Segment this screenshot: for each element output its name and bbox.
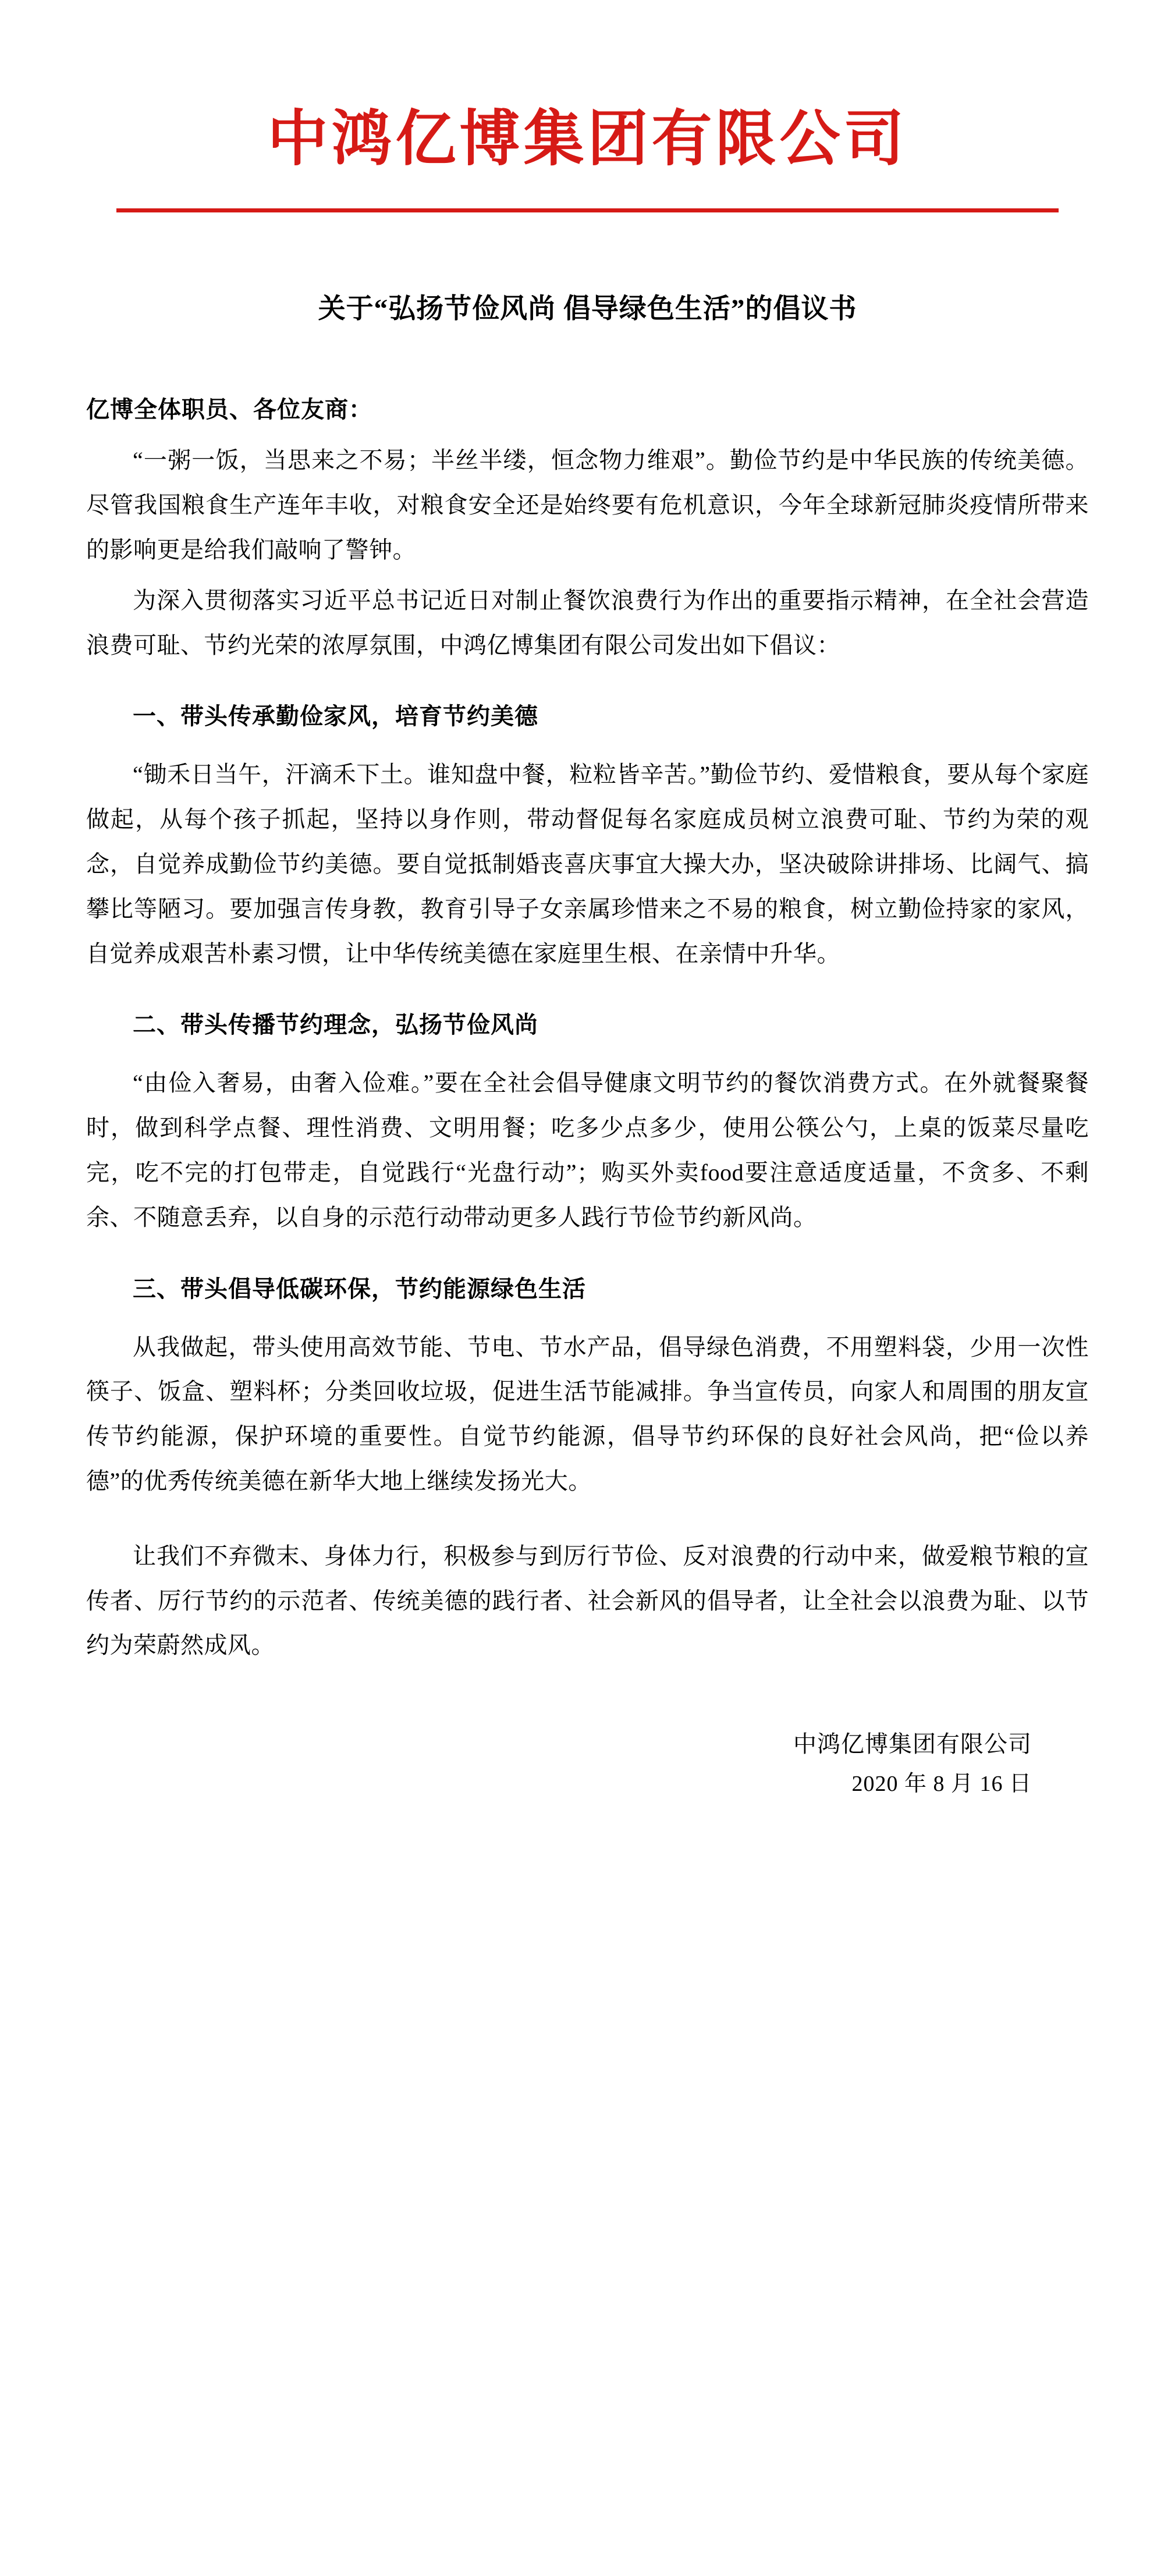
salutation: 亿博全体职员、各位友商： (86, 396, 372, 423)
signature-company: 中鸿亿博集团有限公司 (793, 1731, 1032, 1758)
section-heading-1: 一、带头传承勤俭家风，培育节约美德 (133, 703, 538, 730)
signature-date: 2020 年 8 月 16 日 (851, 1772, 1032, 1797)
section-body-3: 从我做起，带头使用高效节能、节电、节水产品，倡导绿色消费，不用塑料袋，少用一次性筷子、饭盒、塑料杯；分类回收垃圾，促进生活节能减排。争当宣传员，向家人和周围的朋友宣传节约能源，保护环境的重要性。自觉节约能源，倡导节约环保的良好社会风尚，把“俭以养德”的优秀传统美德在新华大地上继续发扬光大。 (86, 1333, 1089, 1494)
signature-block (86, 1724, 1089, 1804)
closing-paragraph: 让我们不弃微末、身体力行，积极参与到厉行节俭、反对浪费的行动中来，做爱粮节粮的宣传者、厉行节约的示范者、传统美德的践行者、社会新风的倡导者，让全社会以浪费为耻、以节约为荣蔚然成风。 (86, 1542, 1089, 1659)
section-body-1: “锄禾日当午，汗滴禾下土。谁知盘中餐，粒粒皆辛苦。”勤俭节约、爱惜粮食，要从每个家庭做起，从每个孩子抓起，坚持以身作则，带动督促每名家庭成员树立浪费可耻、节约为荣的观念，自觉养成勤俭节约美德。要自觉抵制婚丧喜庆事宜大操大办，坚决破除讲排场、比阔气、搞攀比等陋习。要加强言传身教，教育引导子女亲属珍惜来之不易的粮食，树立勤俭持家的家风，自觉养成艰苦朴素习惯，让中华传统美德在家庭里生根、在亲情中升华。 (86, 761, 1089, 967)
section-heading-2: 二、带头传播节约理念，弘扬节俭风尚 (133, 1012, 538, 1038)
letterhead-company-name: 中鸿亿博集团有限公司 (267, 106, 908, 173)
intro-paragraph-1: “一粥一饭，当思来之不易；半丝半缕，恒念物力维艰”。勤俭节约是中华民族的传统美德。尽管我国粮食生产连年丰收，对粮食安全还是始终要有危机意识，今年全球新冠肺炎疫情所带来的影响更是给我们敲响了警钟。 (86, 447, 1089, 563)
page-title: 关于“弘扬节俭风尚 倡导绿色生活”的倡议书 (318, 293, 857, 324)
letterhead (86, 105, 1089, 212)
section-body-2: “由俭入奢易，由奢入俭难。”要在全社会倡导健康文明节约的餐饮消费方式。在外就餐聚餐时，做到科学点餐、理性消费、文明用餐；吃多少点多少，使用公筷公勺，上桌的饭菜尽量吃完，吃不完的打包带走，自觉践行“光盘行动”；购买外卖food要注意适度适量，不贪多、不剩余、不随意丢弃，以自身的示范行动带动更多人践行节俭节约新风尚。 (86, 1070, 1089, 1230)
section-heading-3: 三、带头倡导低碳环保，节约能源绿色生活 (133, 1275, 586, 1302)
intro-paragraph-2: 为深入贯彻落实习近平总书记近日对制止餐饮浪费行为作出的重要指示精神，在全社会营造浪费可耻、节约光荣的浓厚氛围，中鸿亿博集团有限公司发出如下倡议： (86, 587, 1089, 658)
letterhead-divider (116, 208, 1059, 212)
